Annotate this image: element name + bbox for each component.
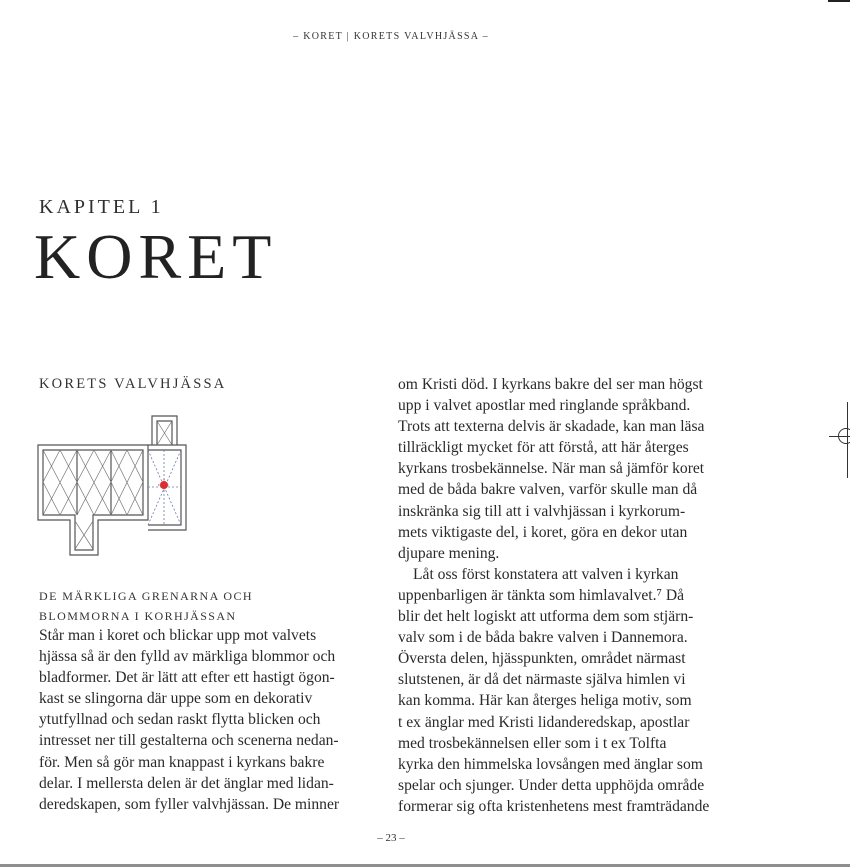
text-line: Står man i koret och blickar upp mot valvets: [39, 627, 317, 644]
left-text-column: [39, 625, 339, 815]
church-floorplan-icon: [36, 413, 196, 563]
text-line: intresset ner till gestalterna och scenerna nedan-: [39, 732, 339, 750]
text-line: delar. I mellersta delen är det änglar med lidan-: [39, 774, 334, 792]
paragraph-start-line: Låt oss först konstatera att valven i kyrkan: [413, 565, 679, 583]
text-line: deredskapen, som fyller valvhjässan. De minner: [39, 795, 340, 813]
text-line: inskränka sig till att i valvhjässan i kyrkorum-: [398, 502, 686, 520]
text-line: djupare mening.: [398, 544, 500, 562]
chapter-title: KORET: [34, 221, 278, 292]
text-line: uppenbarligen är tänkta som himlavalvet.⁷ Då: [398, 586, 685, 604]
text-line: ytutfyllnad och sedan raskt flytta blicken och: [39, 711, 321, 729]
text-line: hjässa så är den fylld av märkliga blommor och: [39, 648, 336, 666]
sub-heading-line: BLOMMORNA I KORHJÄSSAN: [39, 609, 237, 623]
text-line: för. Men så gör man knappast i kyrkans bakre: [39, 753, 325, 771]
text-line: spelar och sjunger. Under detta upphöjda område: [398, 776, 705, 794]
text-line: Översta delen, hjässpunkten, området närmast: [398, 650, 686, 668]
section-heading: KORETS VALVHJÄSSA: [39, 376, 227, 392]
running-head: – KORET | KORETS VALVHJÄSSA –: [293, 31, 489, 42]
text-line: blir det helt logiskt att utforma dem som stjärn-: [398, 608, 694, 626]
text-line: valv som i de båda bakre valven i Dannemora.: [398, 629, 688, 647]
text-line: upp i valvet apostlar med ringlande språkband.: [398, 397, 691, 415]
right-text-column: [398, 374, 709, 817]
crop-mark-top: [828, 0, 850, 2]
text-line: tillräckligt mycket för att förstå, att här återges: [398, 439, 689, 457]
registration-mark-line: [829, 436, 850, 437]
text-line: slutstenen, är då det närmaste själva himlen vi: [398, 671, 686, 689]
text-line: med trosbekännelsen eller som i t ex Tolfta: [398, 734, 667, 752]
text-line: kast se slingorna där uppe som en dekorativ: [39, 690, 313, 708]
text-line: kan komma. Här kan återges heliga motiv, som: [398, 692, 692, 710]
chapter-label: KAPITEL 1: [39, 196, 164, 218]
page-number: – 23 –: [377, 832, 405, 844]
sub-heading-line: DE MÄRKLIGA GRENARNA OCH: [39, 589, 253, 603]
text-line: t ex änglar med Kristi lidanderedskap, apostlar: [398, 713, 690, 731]
text-line: Trots att texterna delvis är skadade, kan man läsa: [398, 418, 705, 436]
text-line: bladformer. Det är lätt att efter ett hastigt ögon-: [39, 669, 335, 687]
text-line: kyrkans trosbekännelse. När man så jämför koret: [398, 460, 705, 478]
sub-heading: [39, 586, 359, 626]
text-line: med de båda bakre valven, varför skulle man då: [398, 481, 698, 499]
text-line: mets viktigaste del, i koret, göra en dekor utan: [398, 523, 688, 541]
text-line: om Kristi död. I kyrkans bakre del ser man högst: [398, 376, 703, 393]
text-line: kyrka den himmelska lovsången med änglar som: [398, 755, 703, 773]
text-line: formerar sig ofta kristenhetens mest framträdande: [398, 797, 710, 815]
